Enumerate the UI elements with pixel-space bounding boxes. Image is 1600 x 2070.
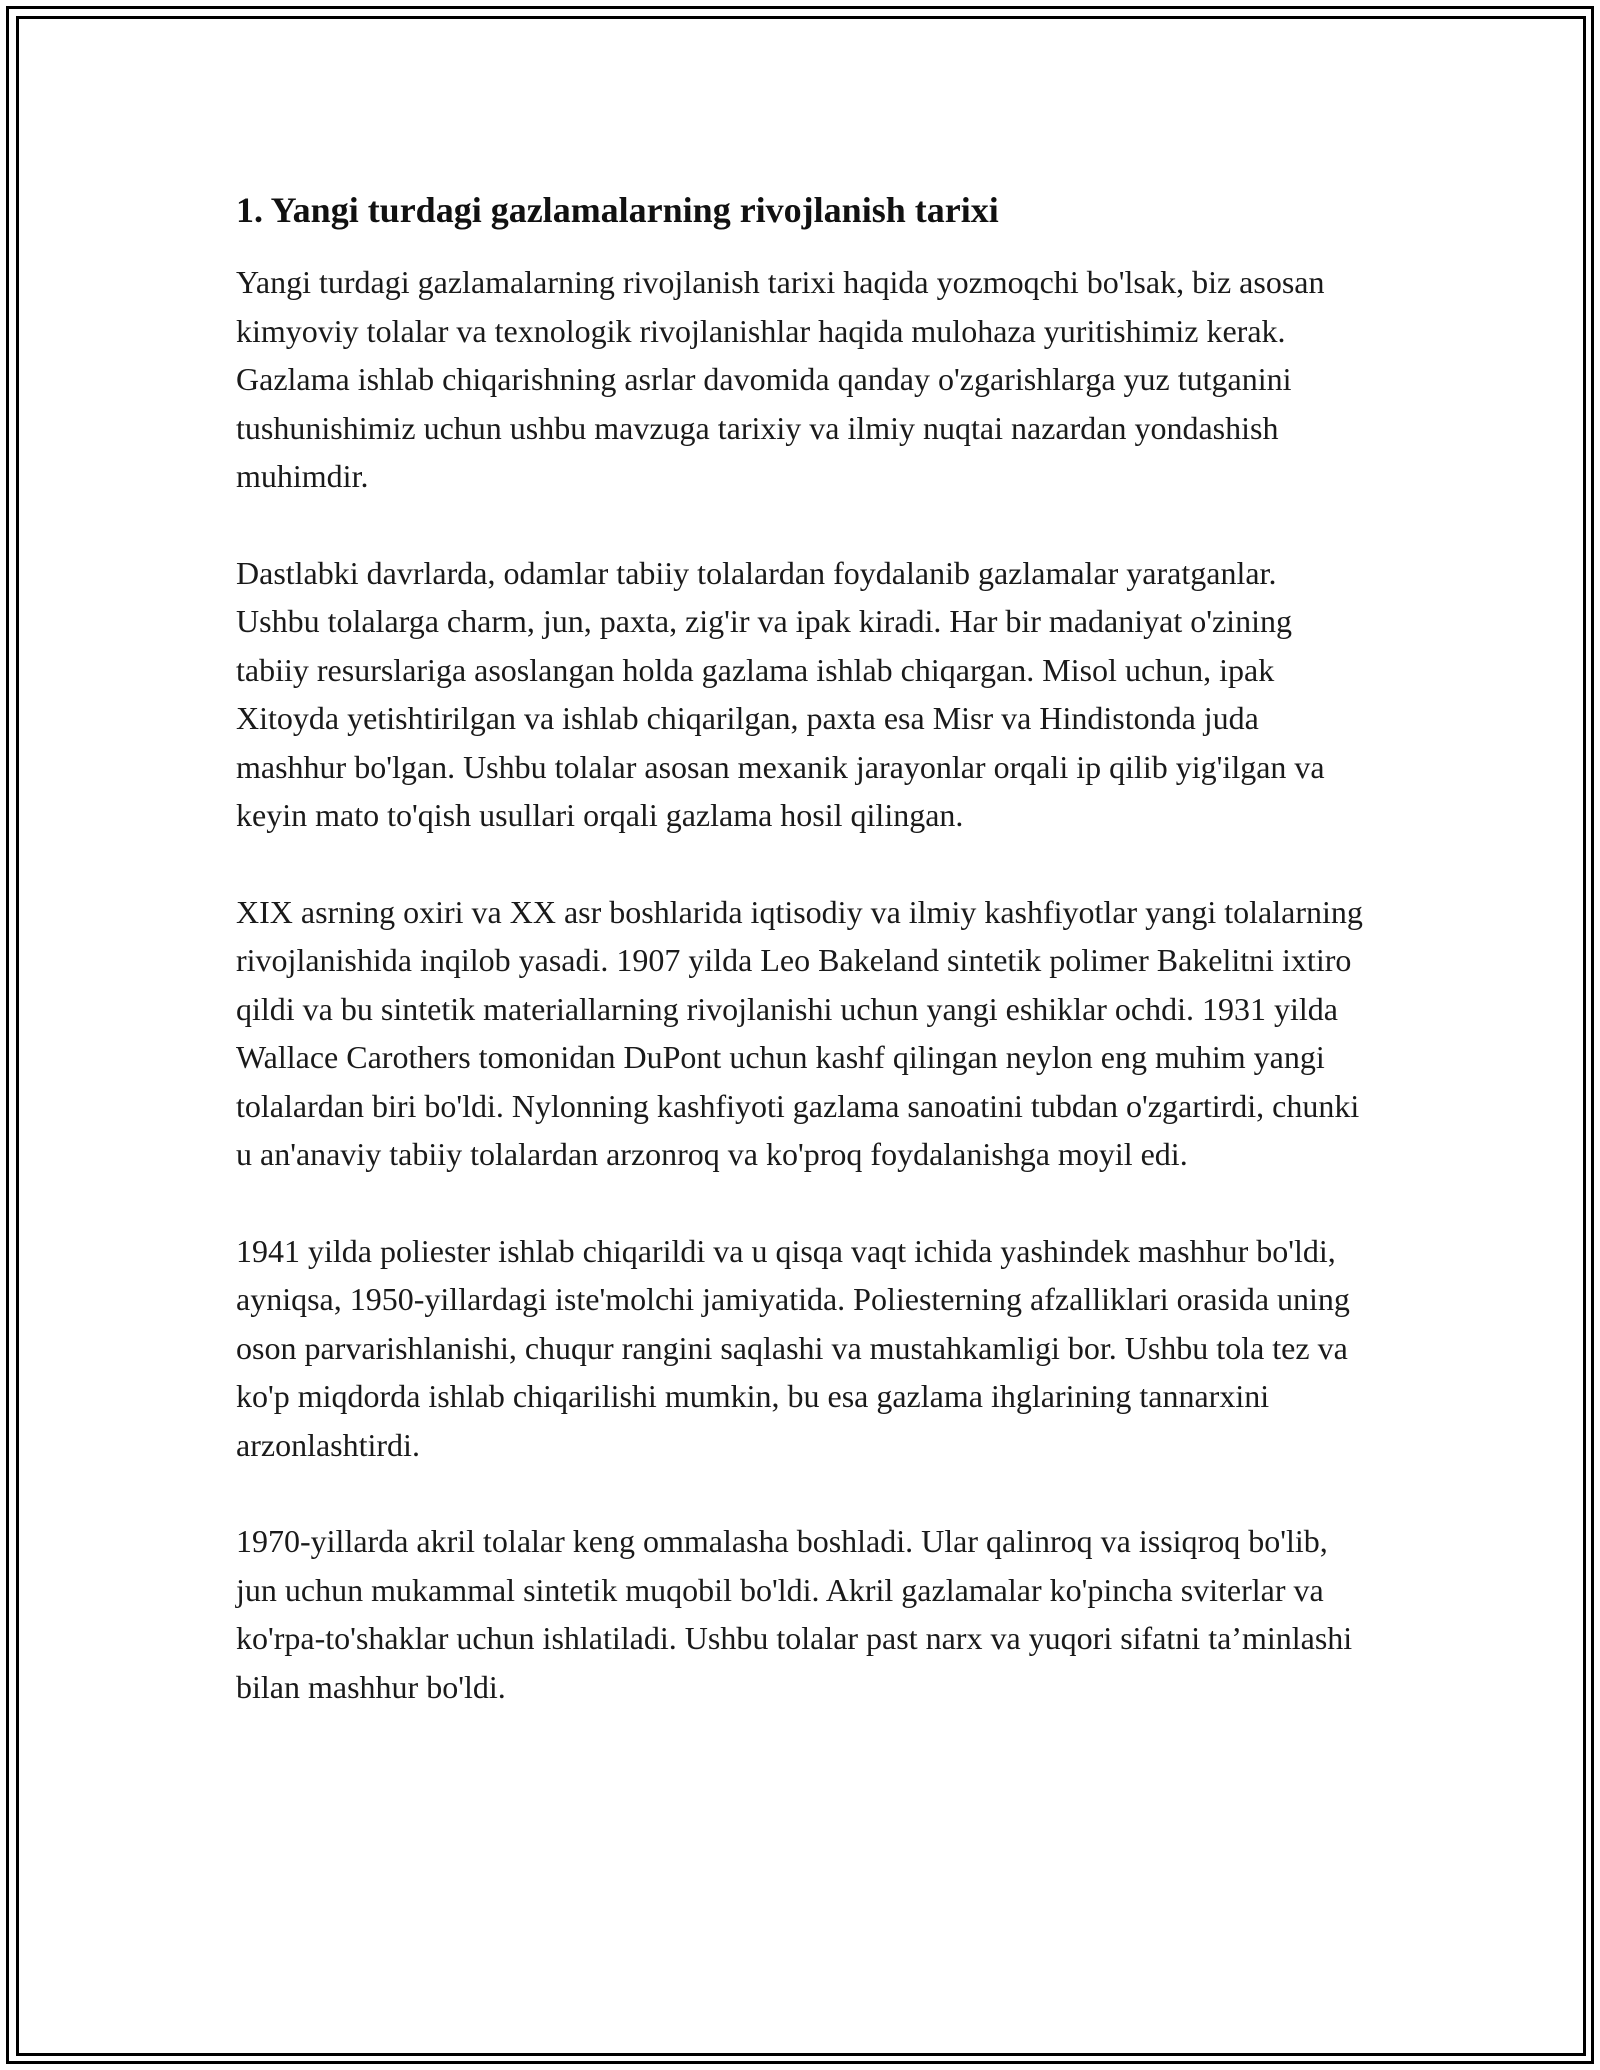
paragraph-natural-fibers: Dastlabki davrlarda, odamlar tabiiy tolalardan foydalanib gazlamalar yaratganlar. Ushbu tolalarga charm, jun, paxta, zig'ir va ipak kiradi. Har bir madaniyat o'zining tabiiy resurslariga asoslangan holda gazlama ishlab chiqargan. Misol uchun, ipak Xitoyda yetishtirilgan va ishlab chiqarilgan, paxta esa Misr va Hindistonda juda mashhur bo'lgan. Ushbu tolalar asosan mexanik jarayonlar orqali ip qilib yig'ilgan va keyin mato to'qish usullari orqali gazlama hosil qilingan. <box>236 554 1325 833</box>
paragraph-acrylic: 1970-yillarda akril tolalar keng ommalasha boshladi. Ular qalinroq va issiqroq bo'lib, jun uchun mukammal sintetik muqobil bo'ldi. Akril gazlamalar ko'pincha sviterlar va ko'rpa-to'shaklar uchun ishlatiladi. Ushbu tolalar past narx va yuqori sifatni ta’minlashi bilan mashhur bo'ldi. <box>236 1523 1353 1705</box>
document-body <box>236 186 1366 1759</box>
paragraph-intro: Yangi turdagi gazlamalarning rivojlanish tarixi haqida yozmoqchi bo'lsak, biz asosan kimyoviy tolalar va texnologik rivojlanishlar haqida mulohaza yuritishimiz kerak. Gazlama ishlab chiqarishning asrlar davomida qanday o'zgarishlarga yuz tutganini tushunishimiz uchun ushbu mavzuga tarixiy va ilmiy nuqtai nazardan yondashish muhimdir. <box>236 264 1325 494</box>
paragraph-synthetic-revolution: XIX asrning oxiri va XX asr boshlarida iqtisodiy va ilmiy kashfiyotlar yangi tolalarning rivojlanishida inqilob yasadi. 1907 yilda Leo Bakeland sintetik polimer Bakelitni ixtiro qildi va bu sintetik materiallarning rivojlanishi uchun yangi eshiklar ochdi. 1931 yilda Wallace Carothers tomonidan DuPont uchun kashf qilingan neylon eng muhim yangi tolalardan biri bo'ldi. Nylonning kashfiyoti gazlama sanoatini tubdan o'zgartirdi, chunki u an'anaviy tabiiy tolalardan arzonroq va ko'proq foydalanishga moyil edi. <box>236 893 1363 1172</box>
section-heading: 1. Yangi turdagi gazlamalarning rivojlanish tarixi <box>236 190 999 230</box>
paragraph-polyester: 1941 yilda poliester ishlab chiqarildi va u qisqa vaqt ichida yashindek mashhur bo'ldi, ayniqsa, 1950-yillardagi iste'molchi jamiyatida. Poliesterning afzalliklari orasida uning oson parvarishlanishi, chuqur rangini saqlashi va mustahkamligi bor. Ushbu tola tez va ko'p miqdorda ishlab chiqarilishi mumkin, bu esa gazlama ihglarining tannarxini arzonlashtirdi. <box>236 1232 1350 1463</box>
